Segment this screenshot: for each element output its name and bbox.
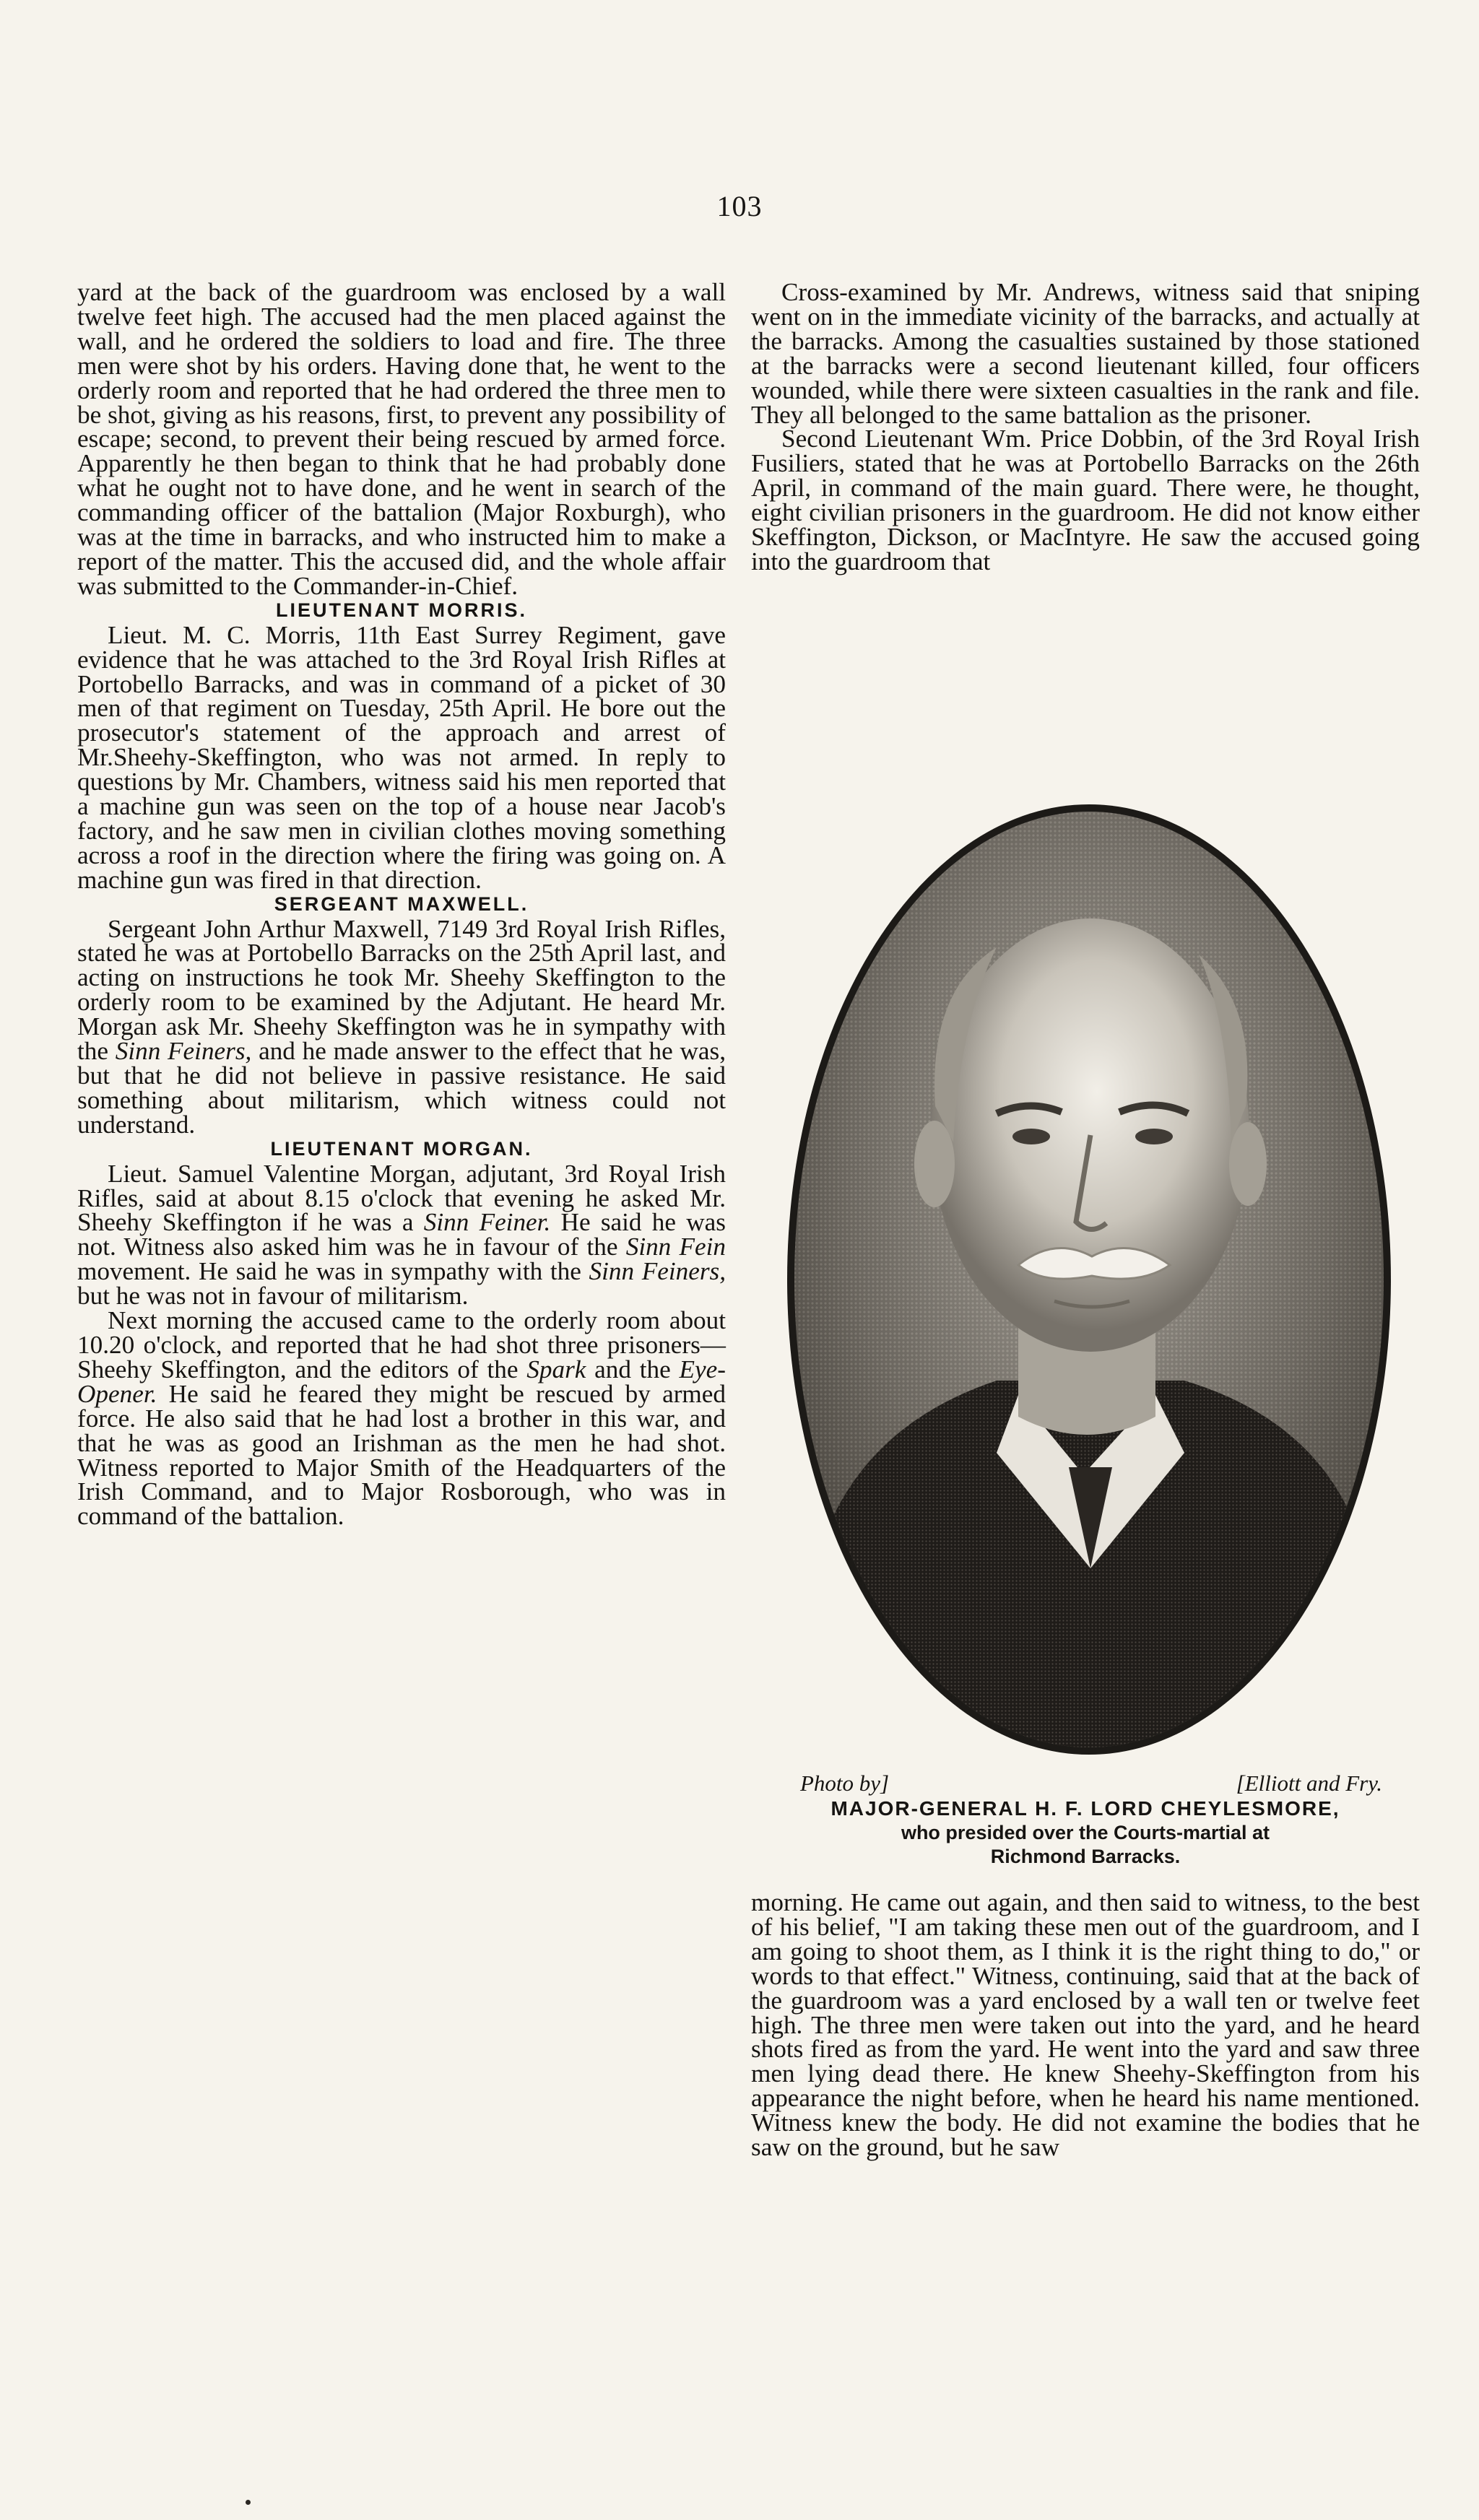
heading-lieutenant-morgan: LIEUTENANT MORGAN. xyxy=(270,1137,533,1160)
caption-subtitle-line-1: who presided over the Courts-martial at xyxy=(901,1822,1270,1843)
next-text-a: Next morning the accused came to the orderly room about 10.20 o'clock, and reported that he had shot three prisoners—Sheehy Skeffington, and the editors of the xyxy=(77,1306,726,1383)
next-italic-1: Spark xyxy=(526,1355,586,1383)
maxwell-italic: Sinn Feiners, xyxy=(115,1037,252,1066)
morris-paragraph: Lieut. M. C. Morris, 11th East Surrey Regiment, gave evidence that he was attached to the 3rd Royal Irish Rifles at Portobello Barracks, and was in command of a picket of 30 men of that regiment on Tuesday, 25th April. He bore out the prosecutor's statement of the approach and arrest of Mr.Sheehy-Skeffington, who was not armed. In reply to questions by Mr. Chambers, witness said his men reported that a machine gun was seen on the top of a house near Jacob's factory, and he saw men in civilian clothes moving something across a roof in the direction where the firing was going on. A machine gun was fired in that direction. xyxy=(77,620,726,894)
next-morning-paragraph xyxy=(77,1308,726,1529)
right-column-bottom xyxy=(751,1890,1420,2160)
next-text-c: He said he feared they might be rescued by armed force. He also said that he had lost a brother in this war, and that he was as good an Irishman as the men he had shot. Witness reported to Major Smith of the Headquarters of the Irish Command, and to Major Rosborough, who was in command of the battalion. xyxy=(77,1379,726,1531)
intro-paragraph: yard at the back of the guardroom was enclosed by a wall twelve feet high. The accused had the men placed against the wall, and he ordered the soldiers to load and fire. The three men were shot by his orders. Having done that, he went to the orderly room and reported that he had ordered the three men to be shot, giving as his reasons, first, to prevent any possibility of escape; second, to prevent their being rescued by armed force. Apparently he then began to think that he had probably done what he ought not to have done, and he went in search of the commanding officer of the battalion (Major Roxburgh), who was at the time in barracks, and who instructed him to make a report of the matter. This the accused did, and the whole affair was submitted to the Commander-in-Chief. xyxy=(77,278,726,600)
maxwell-text-a: Sergeant John Arthur Maxwell, 7149 3rd Royal Irish Rifles, stated he was at Portobello Barracks on the 25th April last, and acting on instructions he took Mr. Sheehy Skeffington to the orderly room to be examined by the Adjutant. He heard Mr. Morgan ask Mr. Sheehy Skeffington was he in sympathy with the xyxy=(77,914,726,1066)
portrait-image xyxy=(780,803,1398,1756)
morgan-text-d: but he was not in favour of militarism. xyxy=(77,1282,469,1311)
right-column-top xyxy=(751,280,1420,574)
heading-sergeant-maxwell: SERGEANT MAXWELL. xyxy=(274,892,529,915)
portrait-photo xyxy=(780,803,1398,1756)
heading-lieutenant-morris: LIEUTENANT MORRIS. xyxy=(276,599,527,621)
morgan-text-c: movement. He said he was in sympathy with the xyxy=(77,1257,589,1286)
maxwell-text-b: and he made answer to the effect that he was, but that he did not believe in passive resistance. He said something about militarism, which witness could not understand. xyxy=(77,1037,726,1139)
morgan-italic-1: Sinn Feiner. xyxy=(423,1208,551,1237)
caption-subtitle-line-2: Richmond Barracks. xyxy=(990,1846,1181,1867)
photo-caption xyxy=(751,1770,1420,1869)
next-italic-2: Eye-Opener. xyxy=(77,1355,726,1408)
morgan-italic-3: Sinn Feiners, xyxy=(589,1257,726,1286)
ink-speck xyxy=(246,2500,251,2505)
caption-title: MAJOR-GENERAL H. F. LORD CHEYLESMORE, xyxy=(830,1797,1340,1820)
morgan-text-b: He said he was not. Witness also asked him was he in favour of the xyxy=(77,1208,726,1261)
left-column xyxy=(77,280,726,1529)
morgan-italic-2: Sinn Fein xyxy=(625,1233,726,1261)
credit-right: [Elliott and Fry. xyxy=(1236,1770,1382,1796)
continued-paragraph: morning. He came out again, and then said to witness, to the best of his belief, "I am taking these men out of the guardroom, and I am going to shoot them, as I think it is the right thing to do," or words to that effect." Witness, continuing, said that at the back of the guardroom was a yard enclosed by a wall ten or twelve feet high. The three men were taken out into the yard, and he heard shots fired as from the yard. He went into the yard and saw three men lying dead there. He knew Sheehy-Skeffington from his appearance the night before, when he heard his name mentioned. Witness knew the body. He did not examine the bodies that he saw on the ground, but he saw xyxy=(751,1888,1420,2162)
next-text-b: and the xyxy=(586,1355,680,1383)
morgan-text-a: Lieut. Samuel Valentine Morgan, adjutant, 3rd Royal Irish Rifles, said at about 8.15 o'clock that evening he asked Mr. Sheehy Skeffington if he was a xyxy=(77,1159,726,1237)
morgan-paragraph xyxy=(77,1159,726,1311)
photo-credit xyxy=(751,1770,1420,1796)
page-number: 103 xyxy=(716,190,763,222)
cross-examination-paragraph: Cross-examined by Mr. Andrews, witness said that sniping went on in the immediate vicinity of the barracks, and actually at the barracks. Among the casualties sustained by those stationed at the barracks were a second lieutenant killed, four officers wounded, while there were sixteen casualties in the rank and file. They all belonged to the same battalion as the prisoner. xyxy=(751,278,1420,429)
maxwell-paragraph xyxy=(77,914,726,1139)
dobbin-paragraph: Second Lieutenant Wm. Price Dobbin, of the 3rd Royal Irish Fusiliers, stated that he was at Portobello Barracks on the 26th April, in command of the main guard. There were, he thought, eight civilian prisoners in the guardroom. He did not know either Skeffington, Dickson, or MacIntyre. He saw the accused going into the guardroom that xyxy=(751,425,1420,575)
credit-left: Photo by] xyxy=(800,1770,890,1796)
